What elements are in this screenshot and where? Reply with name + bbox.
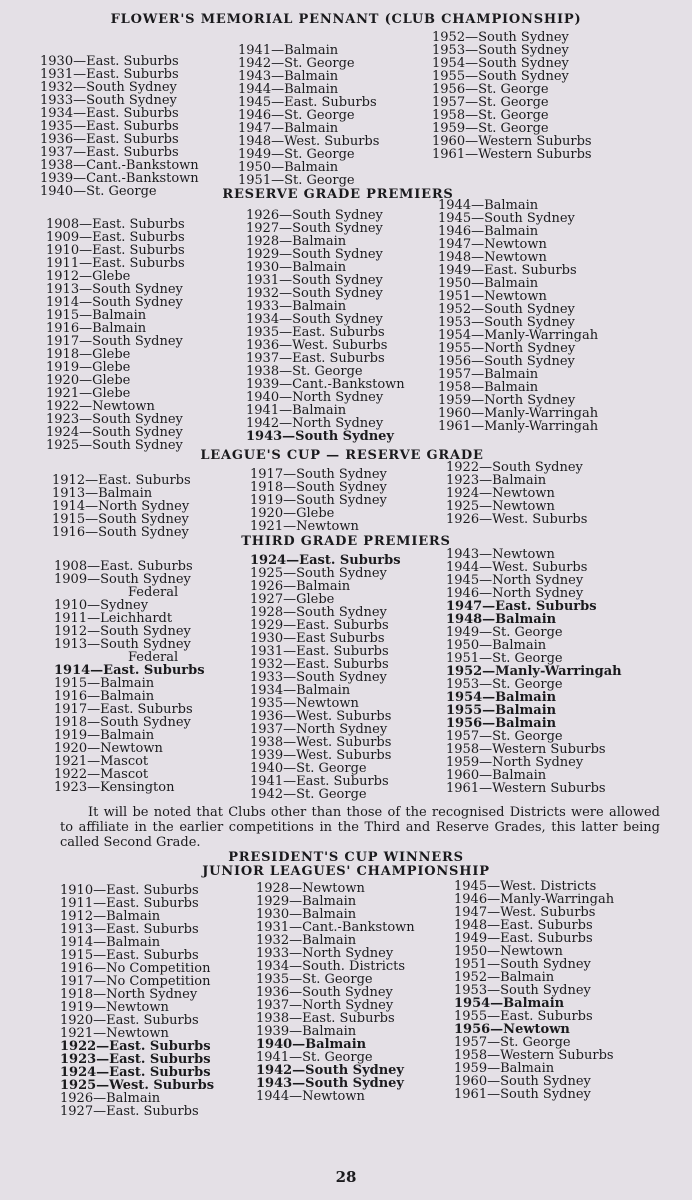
list-item: 1916—Balmain xyxy=(54,689,155,704)
reserve-column-1 xyxy=(46,218,185,452)
list-item: 1931—East. Suburbs xyxy=(40,67,179,82)
list-item: 1960—Manly-Warringah xyxy=(438,406,599,421)
list-item: 1933—South Sydney xyxy=(250,670,387,685)
list-item: 1935—Newtown xyxy=(250,696,359,711)
list-item: 1938—West. Suburbs xyxy=(250,735,392,750)
list-item: 1951—St. George xyxy=(238,173,355,188)
list-item: 1934—South. Districts xyxy=(256,959,406,974)
list-item: 1939—West. Suburbs xyxy=(250,748,392,763)
list-item: 1930—East Suburbs xyxy=(250,631,385,646)
list-item: 1941—Balmain xyxy=(238,43,339,58)
list-item: 1927—Glebe xyxy=(250,592,335,607)
list-item: 1911—East. Suburbs xyxy=(46,256,185,271)
list-item: 1928—Balmain xyxy=(246,234,347,249)
list-item: 1955—South Sydney xyxy=(432,69,569,84)
list-item: 1914—Balmain xyxy=(60,935,161,950)
list-item: 1960—Balmain xyxy=(446,768,547,783)
list-item: 1913—South Sydney xyxy=(54,637,191,652)
list-item: 1917—East. Suburbs xyxy=(54,702,193,717)
list-item: 1950—Newtown xyxy=(454,944,563,959)
list-item: 1955—East. Suburbs xyxy=(454,1009,593,1024)
list-item: 1930—East. Suburbs xyxy=(40,54,179,69)
list-item: 1915—East. Suburbs xyxy=(60,948,199,963)
list-item: 1935—East. Suburbs xyxy=(246,325,385,340)
list-item: 1954—Balmain xyxy=(446,690,557,705)
list-item: Federal xyxy=(128,585,179,600)
list-item: 1932—South Sydney xyxy=(246,286,383,301)
list-item: 1913—Balmain xyxy=(52,486,153,501)
list-item: 1929—South Sydney xyxy=(246,247,383,262)
list-item: 1952—South Sydney xyxy=(438,302,575,317)
list-item: 1961—Western Suburbs xyxy=(432,147,592,162)
list-item: 1938—St. George xyxy=(246,364,363,379)
leagues-cup-column-3 xyxy=(446,461,587,526)
list-item: 1912—East. Suburbs xyxy=(52,473,191,488)
list-item: 1959—North Sydney xyxy=(446,755,584,770)
list-item: 1942—North Sydney xyxy=(246,416,384,431)
presidents-title: PRESIDENT'S CUP WINNERS xyxy=(228,850,464,865)
list-item: 1951—St. George xyxy=(446,651,563,666)
list-item: 1945—East. Suburbs xyxy=(238,95,377,110)
list-item: 1925—Newtown xyxy=(446,499,555,514)
list-item: 1957—Balmain xyxy=(438,367,539,382)
reserve-title: RESERVE GRADE PREMIERS xyxy=(222,187,454,202)
list-item: 1913—East. Suburbs xyxy=(60,922,199,937)
list-item: 1946—North Sydney xyxy=(446,586,584,601)
list-item: 1958—Western Suburbs xyxy=(446,742,606,757)
list-item: 1933—North Sydney xyxy=(256,946,394,961)
list-item: 1923—Balmain xyxy=(446,473,547,488)
list-item: 1945—North Sydney xyxy=(446,573,584,588)
list-item: 1942—St. George xyxy=(250,787,367,802)
list-item: 1947—Newtown xyxy=(438,237,547,252)
list-item: 1915—Balmain xyxy=(46,308,147,323)
list-item: 1939—Cant.-Bankstown xyxy=(246,377,405,392)
list-item: 1932—Balmain xyxy=(256,933,357,948)
list-item: 1959—North Sydney xyxy=(438,393,576,408)
list-item: 1951—Newtown xyxy=(438,289,547,304)
list-item: 1940—St. George xyxy=(250,761,367,776)
list-item: 1912—Glebe xyxy=(46,269,131,284)
list-item: 1947—Balmain xyxy=(238,121,339,136)
list-item: 1947—West. Suburbs xyxy=(454,905,596,920)
list-item: 1922—Newtown xyxy=(46,399,155,414)
list-item: 1917—No Competition xyxy=(60,974,211,989)
list-item: 1910—East. Suburbs xyxy=(46,243,185,258)
list-item: 1958—St. George xyxy=(432,108,549,123)
list-item: 1930—Balmain xyxy=(256,907,357,922)
list-item: 1957—St. George xyxy=(432,95,549,110)
page-number: 28 xyxy=(335,1168,357,1186)
list-item: 1961—Manly-Warringah xyxy=(438,419,599,434)
list-item: 1957—St. George xyxy=(446,729,563,744)
list-item: 1952—South Sydney xyxy=(432,30,569,45)
list-item: 1917—South Sydney xyxy=(250,467,387,482)
list-item: 1926—West. Suburbs xyxy=(446,512,588,527)
list-item: 1908—East. Suburbs xyxy=(46,217,185,232)
list-item: 1952—Manly-Warringah xyxy=(446,664,622,679)
list-item: 1936—West. Suburbs xyxy=(246,338,388,353)
list-item: 1935—East. Suburbs xyxy=(40,119,179,134)
list-item: 1924—East. Suburbs xyxy=(60,1065,211,1080)
list-item: 1959—Balmain xyxy=(454,1061,555,1076)
reserve-column-3 xyxy=(438,199,598,433)
presidents-column-3 xyxy=(454,880,614,1101)
list-item: 1943—South Sydney xyxy=(246,429,394,444)
list-item: 1926—Balmain xyxy=(60,1091,161,1106)
list-item: 1933—Balmain xyxy=(246,299,347,314)
list-item: 1914—North Sydney xyxy=(52,499,190,514)
list-item: 1950—Balmain xyxy=(446,638,547,653)
list-item: 1936—West. Suburbs xyxy=(250,709,392,724)
list-item: 1938—Cant.-Bankstown xyxy=(40,158,199,173)
list-item: 1953—South Sydney xyxy=(438,315,575,330)
list-item: 1937—East. Suburbs xyxy=(246,351,385,366)
list-item: 1941—East. Suburbs xyxy=(250,774,389,789)
list-item: 1939—Balmain xyxy=(256,1024,357,1039)
list-item: 1935—St. George xyxy=(256,972,373,987)
list-item: 1910—East. Suburbs xyxy=(60,883,199,898)
list-item: 1916—Balmain xyxy=(46,321,147,336)
list-item: 1949—East. Suburbs xyxy=(438,263,577,278)
list-item: 1949—St. George xyxy=(238,147,355,162)
list-item: 1942—South Sydney xyxy=(256,1063,404,1078)
list-item: 1919—Newtown xyxy=(60,1000,169,1015)
list-item: 1943—South Sydney xyxy=(256,1076,404,1091)
list-item: 1932—South Sydney xyxy=(40,80,177,95)
list-item: 1941—St. George xyxy=(256,1050,373,1065)
list-item: 1931—Cant.-Bankstown xyxy=(256,920,415,935)
list-item: 1918—Glebe xyxy=(46,347,131,362)
list-item: 1940—St. George xyxy=(40,184,157,199)
list-item: 1937—East. Suburbs xyxy=(40,145,179,160)
flowers-title: FLOWER'S MEMORIAL PENNANT (CLUB CHAMPIONSHIP) xyxy=(110,12,582,27)
list-item: 1919—Glebe xyxy=(46,360,131,375)
list-item: 1922—South Sydney xyxy=(446,460,583,475)
list-item: 1925—South Sydney xyxy=(46,438,183,453)
list-item: 1927—South Sydney xyxy=(246,221,383,236)
list-item: 1918—North Sydney xyxy=(60,987,198,1002)
list-item: 1910—Sydney xyxy=(54,598,149,613)
list-item: 1924—Newtown xyxy=(446,486,555,501)
list-item: 1956—Balmain xyxy=(446,716,557,731)
leagues-cup-title: LEAGUE'S CUP — RESERVE GRADE xyxy=(200,448,484,463)
list-item: 1955—North Sydney xyxy=(438,341,576,356)
list-item: 1949—East. Suburbs xyxy=(454,931,593,946)
list-item: Federal xyxy=(128,650,179,665)
list-item: 1937—North Sydney xyxy=(250,722,388,737)
list-item: 1960—Western Suburbs xyxy=(432,134,592,149)
list-item: 1914—East. Suburbs xyxy=(54,663,205,678)
list-item: 1927—East. Suburbs xyxy=(60,1104,199,1119)
list-item: 1924—East. Suburbs xyxy=(250,553,401,568)
list-item: 1953—St. George xyxy=(446,677,563,692)
list-item: 1949—St. George xyxy=(446,625,563,640)
list-item: 1931—East. Suburbs xyxy=(250,644,389,659)
list-item: 1953—South Sydney xyxy=(454,983,591,998)
presidents-subtitle: JUNIOR LEAGUES' CHAMPIONSHIP xyxy=(202,864,490,879)
list-item: 1940—North Sydney xyxy=(246,390,384,405)
list-item: 1945—West. Districts xyxy=(454,879,597,894)
list-item: 1940—Balmain xyxy=(256,1037,367,1052)
list-item: 1909—East. Suburbs xyxy=(46,230,185,245)
third-column-1 xyxy=(54,560,205,794)
list-item: 1946—Balmain xyxy=(438,224,539,239)
list-item: 1944—Balmain xyxy=(238,82,339,97)
list-item: 1957—St. George xyxy=(454,1035,571,1050)
list-item: 1916—No Competition xyxy=(60,961,211,976)
list-item: 1946—St. George xyxy=(238,108,355,123)
list-item: 1948—West. Suburbs xyxy=(238,134,380,149)
list-item: 1950—Balmain xyxy=(238,160,339,175)
list-item: 1934—East. Suburbs xyxy=(40,106,179,121)
list-item: 1920—Glebe xyxy=(46,373,131,388)
list-item: 1958—Balmain xyxy=(438,380,539,395)
list-item: 1908—East. Suburbs xyxy=(54,559,193,574)
list-item: 1911—Leichhardt xyxy=(54,611,173,626)
list-item: 1956—St. George xyxy=(432,82,549,97)
list-item: 1915—Balmain xyxy=(54,676,155,691)
list-item: 1936—South Sydney xyxy=(256,985,393,1000)
list-item: 1934—South Sydney xyxy=(246,312,383,327)
list-item: 1913—South Sydney xyxy=(46,282,183,297)
list-item: 1920—Glebe xyxy=(250,506,335,521)
list-item: 1922—East. Suburbs xyxy=(60,1039,211,1054)
leagues-cup-column-1 xyxy=(52,474,191,539)
list-item: 1917—South Sydney xyxy=(46,334,183,349)
list-item: 1925—South Sydney xyxy=(250,566,387,581)
list-item: 1954—South Sydney xyxy=(432,56,569,71)
list-item: 1928—Newtown xyxy=(256,881,365,896)
list-item: 1915—South Sydney xyxy=(52,512,189,527)
list-item: 1934—Balmain xyxy=(250,683,351,698)
list-item: 1925—West. Suburbs xyxy=(60,1078,215,1093)
list-item: 1919—South Sydney xyxy=(250,493,387,508)
list-item: 1926—South Sydney xyxy=(246,208,383,223)
list-item: 1950—Balmain xyxy=(438,276,539,291)
list-item: 1929—Balmain xyxy=(256,894,357,909)
third-title: THIRD GRADE PREMIERS xyxy=(241,534,451,549)
list-item: 1952—Balmain xyxy=(454,970,555,985)
list-item: 1920—East. Suburbs xyxy=(60,1013,199,1028)
list-item: 1924—South Sydney xyxy=(46,425,183,440)
list-item: 1911—East. Suburbs xyxy=(60,896,199,911)
list-item: 1944—Balmain xyxy=(438,198,539,213)
list-item: 1943—Balmain xyxy=(238,69,339,84)
list-item: 1926—Balmain xyxy=(250,579,351,594)
list-item: 1945—South Sydney xyxy=(438,211,575,226)
list-item: 1948—East. Suburbs xyxy=(454,918,593,933)
list-item: 1958—Western Suburbs xyxy=(454,1048,614,1063)
list-item: 1941—Balmain xyxy=(246,403,347,418)
reserve-column-2 xyxy=(246,209,405,443)
third-column-3 xyxy=(446,548,622,795)
list-item: 1954—Balmain xyxy=(454,996,565,1011)
list-item: 1921—Newtown xyxy=(250,519,359,534)
list-item: 1928—South Sydney xyxy=(250,605,387,620)
list-item: 1912—Balmain xyxy=(60,909,161,924)
note-paragraph: It will be noted that Clubs other than those of the recognised Districts were allowed to affiliate in the earlier competitions in the Third and Reserve Grades, this latter being called Second Grade. xyxy=(60,805,660,850)
leagues-cup-column-2 xyxy=(250,468,387,533)
list-item: 1960—South Sydney xyxy=(454,1074,591,1089)
list-item: 1914—South Sydney xyxy=(46,295,183,310)
list-item: 1923—South Sydney xyxy=(46,412,183,427)
list-item: 1938—East. Suburbs xyxy=(256,1011,395,1026)
list-item: 1918—South Sydney xyxy=(250,480,387,495)
list-item: 1923—East. Suburbs xyxy=(60,1052,211,1067)
list-item: 1944—West. Suburbs xyxy=(446,560,588,575)
list-item: 1932—East. Suburbs xyxy=(250,657,389,672)
list-item: 1943—Newtown xyxy=(446,547,555,562)
list-item: 1947—East. Suburbs xyxy=(446,599,597,614)
list-item: 1956—Newtown xyxy=(454,1022,570,1037)
list-item: 1919—Balmain xyxy=(54,728,155,743)
list-item: 1955—Balmain xyxy=(446,703,557,718)
list-item: 1936—East. Suburbs xyxy=(40,132,179,147)
flowers-column-2 xyxy=(238,44,379,187)
list-item: 1961—South Sydney xyxy=(454,1087,591,1102)
flowers-column-1 xyxy=(40,55,199,198)
list-item: 1920—Newtown xyxy=(54,741,163,756)
list-item: 1948—Newtown xyxy=(438,250,547,265)
flowers-column-3 xyxy=(432,31,592,161)
list-item: 1912—South Sydney xyxy=(54,624,191,639)
presidents-column-2 xyxy=(256,882,415,1103)
list-item: 1921—Newtown xyxy=(60,1026,169,1041)
list-item: 1931—South Sydney xyxy=(246,273,383,288)
list-item: 1951—South Sydney xyxy=(454,957,591,972)
list-item: 1956—South Sydney xyxy=(438,354,575,369)
list-item: 1944—Newtown xyxy=(256,1089,365,1104)
list-item: 1953—South Sydney xyxy=(432,43,569,58)
list-item: 1961—Western Suburbs xyxy=(446,781,606,796)
list-item: 1937—North Sydney xyxy=(256,998,394,1013)
list-item: 1918—South Sydney xyxy=(54,715,191,730)
list-item: 1923—Kensington xyxy=(54,780,175,795)
list-item: 1909—South Sydney xyxy=(54,572,191,587)
list-item: 1948—Balmain xyxy=(446,612,557,627)
presidents-column-1 xyxy=(60,884,214,1118)
list-item: 1942—St. George xyxy=(238,56,355,71)
list-item: 1959—St. George xyxy=(432,121,549,136)
list-item: 1930—Balmain xyxy=(246,260,347,275)
list-item: 1921—Glebe xyxy=(46,386,131,401)
third-column-2 xyxy=(250,554,401,801)
list-item: 1929—East. Suburbs xyxy=(250,618,389,633)
list-item: 1939—Cant.-Bankstown xyxy=(40,171,199,186)
list-item: 1954—Manly-Warringah xyxy=(438,328,599,343)
list-item: 1916—South Sydney xyxy=(52,525,189,540)
list-item: 1946—Manly-Warringah xyxy=(454,892,615,907)
list-item: 1922—Mascot xyxy=(54,767,149,782)
list-item: 1921—Mascot xyxy=(54,754,149,769)
list-item: 1933—South Sydney xyxy=(40,93,177,108)
